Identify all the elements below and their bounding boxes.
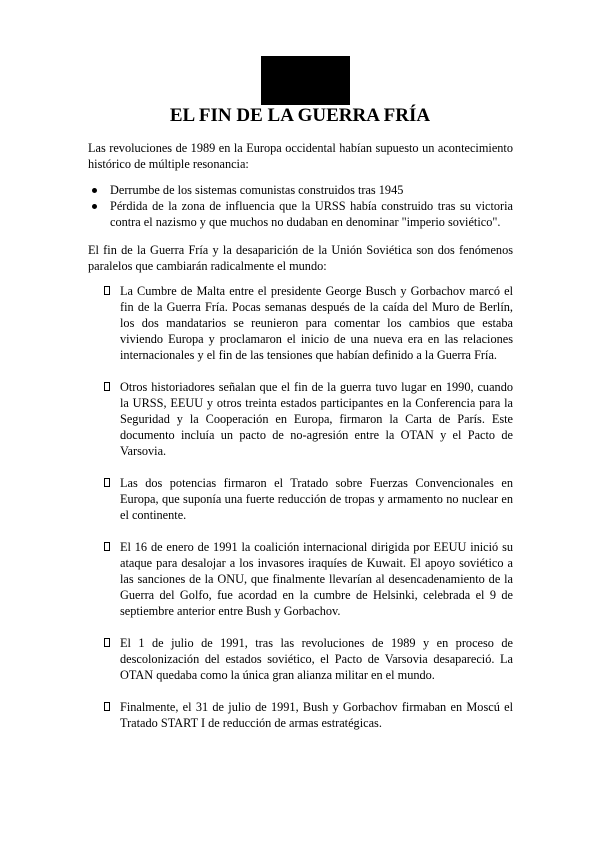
list-item-text: Otros historiadores señalan que el fin de la guerra tuvo lugar en 1990, cuando la URSS, EEUU y otros treinta estados participantes en la Conferencia para la Seguridad y la Cooperación en Europa, firmaron la Carta de París. Este documento incluía un pacto de no-agresión entre la OTAN y el Pacto de Varsovia. (120, 380, 513, 458)
list-item-text: Las dos potencias firmaron el Tratado sobre Fuerzas Convencionales en Europa, que suponía una fuerte reducción de tropas y armamento no nuclear en el continente. (120, 476, 513, 522)
box-bullet-icon (104, 638, 110, 647)
bullet-dot-icon (92, 204, 97, 209)
document-body (88, 140, 513, 747)
redacted-image-block (261, 56, 350, 105)
list-item-text: Finalmente, el 31 de julio de 1991, Bush y Gorbachov firmaban en Moscú el Tratado START I de reducción de armas estratégicas. (120, 700, 513, 730)
list-item (88, 699, 513, 731)
intro-bullet-list (88, 182, 513, 230)
box-bullet-icon (104, 478, 110, 487)
list-item (88, 283, 513, 363)
list-item-text: Pérdida de la zona de influencia que la URSS había construido tras su victoria contra el nazismo y que muchos no dudaban en denominar "imperio soviético". (110, 199, 513, 229)
list-item (88, 635, 513, 683)
box-bullet-icon (104, 382, 110, 391)
box-bullet-icon (104, 542, 110, 551)
list-item-text: Derrumbe de los sistemas comunistas construidos tras 1945 (110, 183, 404, 197)
document-title: EL FIN DE LA GUERRA FRÍA (169, 105, 431, 126)
intro-paragraph: Las revoluciones de 1989 en la Europa occidental habían supuesto un acontecimiento histórico de múltiple resonancia: (88, 141, 513, 171)
list-item (88, 539, 513, 619)
list-item (88, 475, 513, 523)
list-item-text: La Cumbre de Malta entre el presidente George Busch y Gorbachov marcó el fin de la Guerra Fría. Pocas semanas después de la caída del Muro de Berlín, los dos mandatarios se reunieron para comentar los cambios que estaba viviendo Europa y proclamaron el inicio de una nueva era en las relaciones internacionales y el fin de las tensiones que habían definido a la Guerra Fría. (120, 284, 513, 362)
list-item (88, 198, 513, 230)
events-list (88, 283, 513, 731)
bullet-dot-icon (92, 188, 97, 193)
list-item-text: El 16 de enero de 1991 la coalición internacional dirigida por EEUU inició su ataque para desalojar a los invasores iraquíes de Kuwait. El apoyo soviético a las sanciones de la ONU, que finalmente llevarían al desencadenamiento de la Guerra del Golfo, fue acordad en la cumbre de Helsinki, celebrada el 9 de septiembre anterior entre Bush y Gorbachov. (120, 540, 513, 618)
second-paragraph: El fin de la Guerra Fría y la desaparición de la Unión Soviética son dos fenómenos paralelos que cambiarán radicalmente el mundo: (88, 243, 513, 273)
list-item (88, 379, 513, 459)
list-item-text: El 1 de julio de 1991, tras las revoluciones de 1989 y en proceso de descolonización del estados soviético, el Pacto de Varsovia desapareció. La OTAN quedaba como la única gran alianza militar en el mundo. (120, 636, 513, 682)
list-item (88, 182, 513, 198)
box-bullet-icon (104, 702, 110, 711)
box-bullet-icon (104, 286, 110, 295)
